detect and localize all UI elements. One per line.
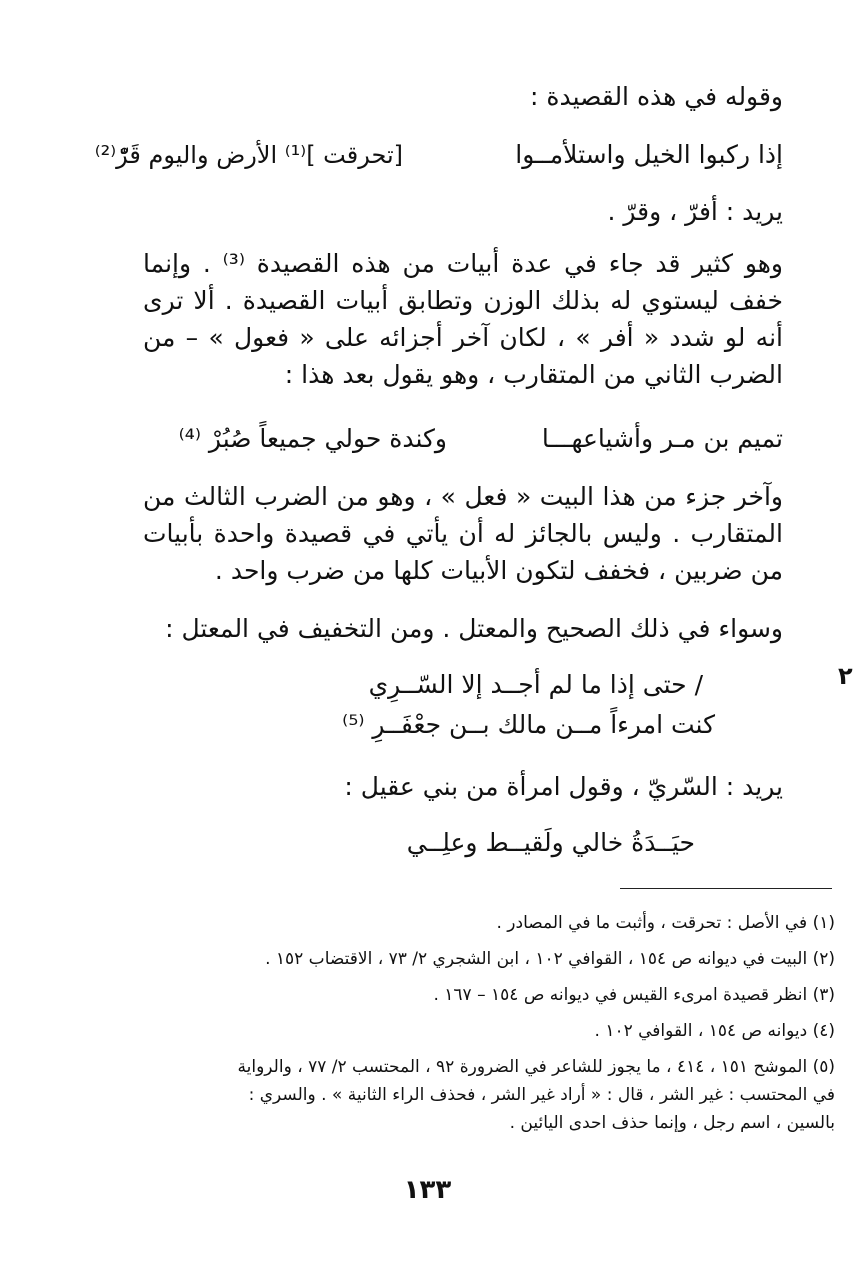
verse1-second-hemistich: [تحرقت ]⁽¹⁾ الأرض واليوم قَرّْ⁽²⁾ (94, 141, 403, 169)
footnote-divider (620, 888, 832, 889)
footnote-3: (٣) انظر قصيدة امرىء القيس في ديوانه ص ١٥٤ – ١٦٧ . (433, 985, 835, 1005)
paragraph-2: وآخر جزء من هذا البيت « فعل » ، وهو من الضرب الثالث من المتقارب . وليس بالجائز له أن يأتي في قصيدة واحدة بأبيات من ضربين ، فخفف لتكون الأبيات كلها من ضرب واحد . (143, 482, 783, 585)
verse2-second-hemistich: وكندة حولي جميعاً صُبُرْ ⁽⁴⁾ (178, 424, 447, 453)
paragraph-1: وهو كثير قد جاء في عدة أبيات من هذه القصيدة ⁽³⁾ . وإنما خفف ليستوي له بذلك الوزن وتطابق أبيات القصيدة . ألا ترى أنه لو شدد « أفر » ، لكان آخر أجزائه على « فعول » – من الضرب الثاني من المتقارب ، وهو يقول بعد هذا : (143, 249, 784, 389)
footnote-5-line-2: في المحتسب : غير الشر ، قال : « أراد غير الشر ، فحذف الراء الثانية » . والسري : (248, 1085, 835, 1105)
footnote-4: (٤) ديوانه ص ١٥٤ ، القوافي ١٠٢ . (594, 1021, 835, 1041)
verse4-line: حيَــدَةُ خالي ولَقيــط وعلِــي (406, 828, 695, 857)
footnote-5-line-3: بالسين ، اسم رجل ، وإنما حذف احدى اليائين . (509, 1113, 835, 1133)
intro-line: وقوله في هذه القصيدة : (529, 82, 783, 111)
verse1-first-hemistich: إذا ركبوا الخيل واستلأمــوا (515, 140, 783, 169)
footnote-1: (١) في الأصل : تحرقت ، وأثبت ما في المصادر . (496, 913, 835, 933)
verse2-first-hemistich: تميم بن مـر وأشياعهـــا (541, 424, 783, 453)
verse3-second-line: كنت امرءاً مــن مالك بــن جعْفَــرِ ⁽⁵⁾ (342, 710, 715, 739)
paragraph-3: وسواء في ذلك الصحيح والمعتل . ومن التخفيف في المعتل : (165, 614, 783, 643)
explanation-2: يريد : السّريّ ، وقول امرأة من بني عقيل : (344, 772, 783, 801)
verse3-first-line: / حتى إذا ما لم أجــد إلا السّــرِي (368, 670, 703, 699)
page-number: ١٣٣ (403, 1175, 452, 1205)
footnote-5: (٥) الموشح ١٥١ ، ٤١٤ ، ما يجوز للشاعر في الضرورة ٩٢ ، المحتسب ٢/ ٧٧ ، والرواية (237, 1057, 835, 1077)
footnote-2: (٢) البيت في ديوانه ص ١٥٤ ، القوافي ١٠٢ ، ابن الشجري ٢/ ٧٣ ، الاقتضاب ١٥٢ . (265, 949, 835, 969)
margin-number: ٢ (838, 662, 853, 690)
explanation-1: يريد : أفرّ ، وقرّ . (607, 197, 783, 226)
